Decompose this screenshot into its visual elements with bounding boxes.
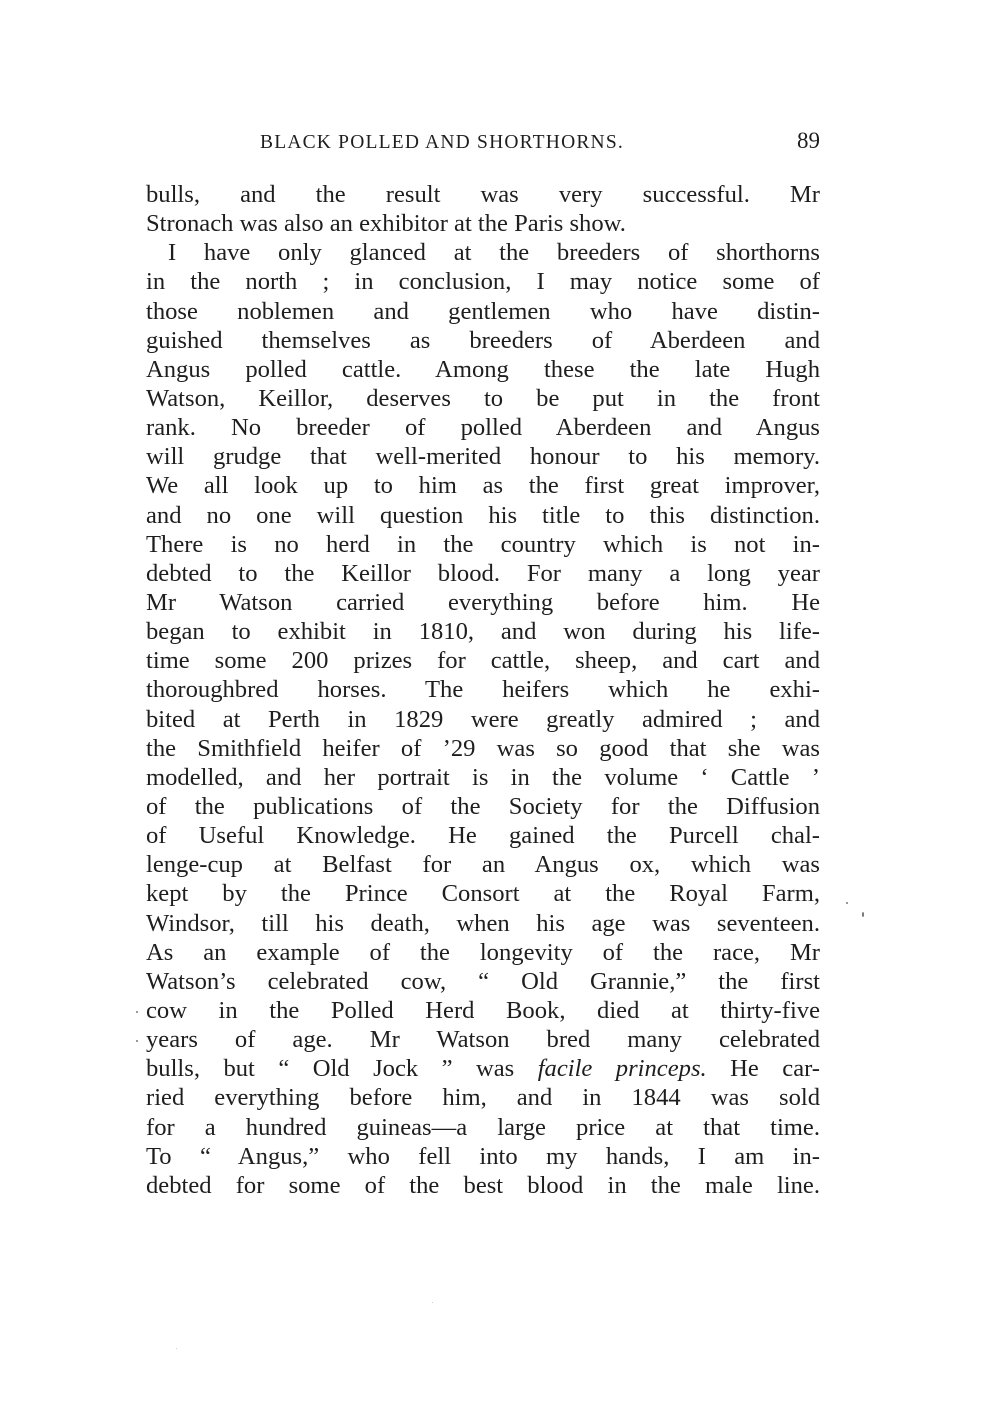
text-line: debted for some of the best blood in the male line. bbox=[146, 1171, 820, 1199]
text-line: There is no herd in the country which is not in- bbox=[146, 530, 820, 558]
page-header bbox=[146, 128, 820, 158]
text-line: To “ Angus,” who fell into my hands, I am in- bbox=[146, 1142, 820, 1170]
text-line: Watson’s celebrated cow, “ Old Grannie,” the first bbox=[146, 967, 820, 995]
text-line: guished themselves as breeders of Aberdeen and bbox=[146, 326, 820, 354]
text-line: for a hundred guineas—a large price at that time. bbox=[146, 1113, 820, 1141]
body-text bbox=[146, 180, 820, 1200]
text-line: debted to the Keillor blood. For many a long year bbox=[146, 559, 820, 587]
text-line: bited at Perth in 1829 were greatly admired ; and bbox=[146, 705, 820, 733]
text-segment: He car- bbox=[706, 1055, 820, 1083]
text-line: rank. No breeder of polled Aberdeen and Angus bbox=[146, 414, 820, 442]
scan-speck bbox=[176, 1348, 177, 1349]
scan-speck bbox=[862, 912, 864, 917]
paragraph-start-line: I have only glanced at the breeders of shorthorns bbox=[168, 239, 820, 267]
page-number: 89 bbox=[797, 128, 820, 153]
text-line: kept by the Prince Consort at the Royal Farm, bbox=[146, 880, 820, 908]
text-line: the Smithfield heifer of ’29 was so good that she was bbox=[146, 734, 820, 762]
text-line: of Useful Knowledge. He gained the Purcell chal- bbox=[146, 822, 820, 850]
text-line: those noblemen and gentlemen who have distin- bbox=[146, 297, 820, 325]
text-line-with-italic bbox=[146, 1054, 820, 1083]
running-head: BLACK POLLED AND SHORTHORNS. bbox=[260, 132, 624, 153]
text-line: modelled, and her portrait is in the volume ‘ Cattle ’ bbox=[146, 763, 820, 791]
text-line: Mr Watson carried everything before him. He bbox=[146, 588, 820, 616]
text-line: began to exhibit in 1810, and won during his life- bbox=[146, 618, 820, 646]
text-line: will grudge that well-merited honour to his memory. bbox=[146, 443, 820, 471]
text-line: years of age. Mr Watson bred many celebrated bbox=[146, 1026, 820, 1054]
text-line: lenge-cup at Belfast for an Angus ox, which was bbox=[146, 851, 820, 879]
scan-speck bbox=[846, 902, 848, 904]
text-line: ried everything before him, and in 1844 was sold bbox=[146, 1084, 820, 1112]
scan-speck bbox=[136, 1040, 138, 1042]
text-line: Windsor, till his death, when his age was seventeen. bbox=[146, 909, 820, 937]
text-segment: bulls, but “ Old Jock ” was bbox=[146, 1055, 538, 1083]
text-line: Angus polled cattle. Among these the late Hugh bbox=[146, 355, 820, 383]
text-line: thoroughbred horses. The heifers which he exhi- bbox=[146, 676, 820, 704]
text-line: As an example of the longevity of the race, Mr bbox=[146, 938, 820, 966]
text-line: time some 200 prizes for cattle, sheep, and cart and bbox=[146, 647, 820, 675]
text-line: Stronach was also an exhibitor at the Paris show. bbox=[146, 210, 626, 238]
italic-phrase: facile princeps. bbox=[537, 1055, 707, 1083]
text-line: and no one will question his title to this distinction. bbox=[146, 501, 820, 529]
text-line: We all look up to him as the first great improver, bbox=[146, 472, 820, 500]
text-line: in the north ; in conclusion, I may notice some of bbox=[146, 268, 820, 296]
scan-speck bbox=[136, 1011, 138, 1013]
scan-speck bbox=[432, 1302, 433, 1303]
text-line: Watson, Keillor, deserves to be put in the front bbox=[146, 384, 820, 412]
text-line: bulls, and the result was very successful. Mr bbox=[146, 181, 820, 208]
text-line: of the publications of the Society for the Diffusion bbox=[146, 792, 820, 820]
text-line: cow in the Polled Herd Book, died at thirty-five bbox=[146, 996, 820, 1024]
